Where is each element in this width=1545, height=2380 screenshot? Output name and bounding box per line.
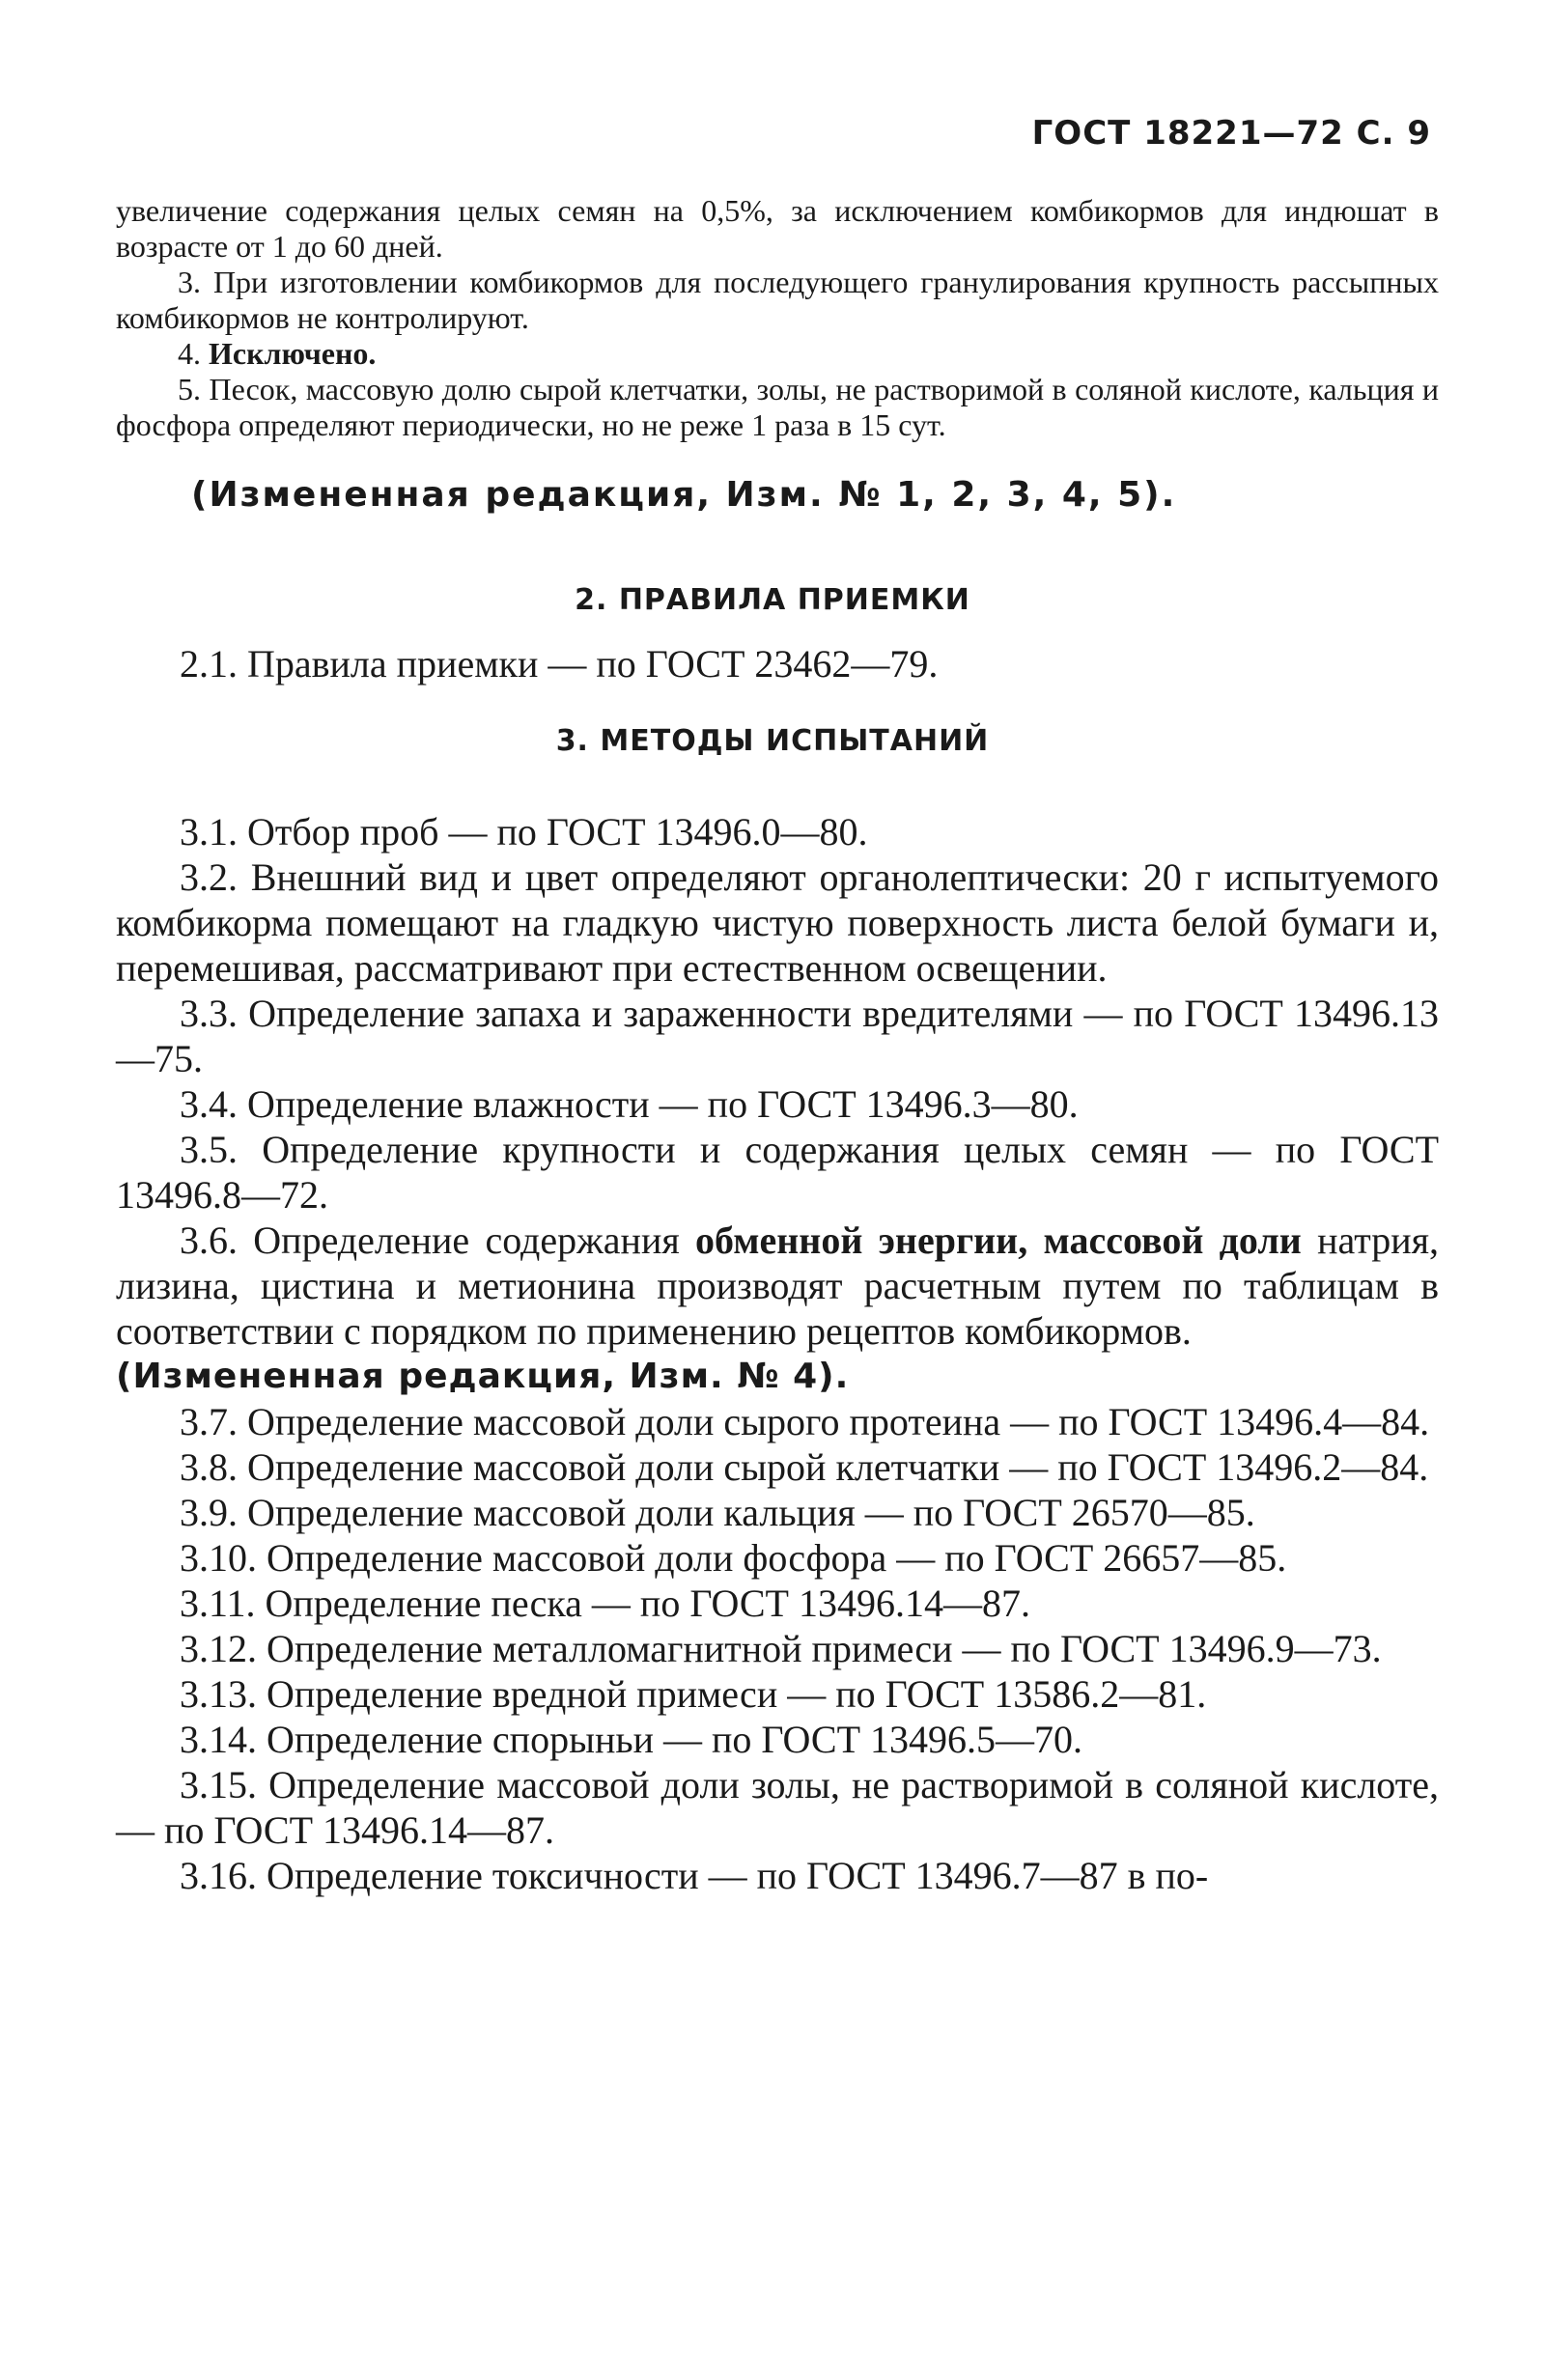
paragraph-3-5: 3.5. Определение крупности и содержания целых семян — по ГОСТ 13496.8—72. <box>116 1128 1439 1217</box>
section-3-body <box>116 809 1439 1898</box>
paragraph-3-9: 3.9. Определение массовой доли кальция — по ГОСТ 26570—85. <box>180 1491 1255 1534</box>
amendment-notes: (Измененная редакция, Изм. № 1, 2, 3, 4, 5). <box>191 475 1177 515</box>
page-header: ГОСТ 18221—72 С. 9 <box>1031 114 1431 153</box>
note-2-continuation: увеличение содержания целых семян на 0,5%, за исключением комбикормов для индюшат в возрасте от 1 до 60 дней. <box>116 193 1439 264</box>
paragraph-3-15: 3.15. Определение массовой доли золы, не растворимой в соляной кислоте, — по ГОСТ 13496.14—87. <box>116 1763 1439 1852</box>
paragraph-3-3: 3.3. Определение запаха и зараженности вредителями — по ГОСТ 13496.13—75. <box>116 992 1439 1080</box>
paragraph-2-1: 2.1. Правила приемки — по ГОСТ 23462—79. <box>180 642 939 686</box>
section-3-title: 3. МЕТОДЫ ИСПЫТАНИЙ <box>555 724 990 758</box>
paragraph-3-12: 3.12. Определение металломагнитной примеси — по ГОСТ 13496.9—73. <box>180 1627 1382 1670</box>
note-4-text: Исключено. <box>209 336 377 371</box>
paragraph-3-7: 3.7. Определение массовой доли сырого протеина — по ГОСТ 13496.4—84. <box>180 1400 1430 1443</box>
paragraph-3-13: 3.13. Определение вредной примеси — по ГОСТ 13586.2—81. <box>180 1672 1207 1716</box>
paragraph-3-14: 3.14. Определение спорыньи — по ГОСТ 13496.5—70. <box>180 1718 1083 1761</box>
paragraph-3-6-start: 3.6. Определение содержания <box>180 1218 696 1262</box>
amendment-section-3: (Измененная редакция, Изм. № 4). <box>116 1357 850 1396</box>
paragraph-3-16: 3.16. Определение токсичности — по ГОСТ 13496.7—87 в по- <box>180 1854 1209 1897</box>
note-5: 5. Песок, массовую долю сырой клетчатки, золы, не растворимой в соляной кислоте, кальция и фосфора определяют периодически, но не реже 1 раза в 15 сут. <box>116 372 1439 442</box>
paragraph-3-11: 3.11. Определение песка — по ГОСТ 13496.14—87. <box>180 1582 1030 1625</box>
paragraph-3-6 <box>116 1218 1439 1354</box>
paragraph-3-8: 3.8. Определение массовой доли сырой клетчатки — по ГОСТ 13496.2—84. <box>180 1445 1429 1489</box>
paragraph-3-2: 3.2. Внешний вид и цвет определяют органолептически: 20 г испытуемого комбикорма помещают на гладкую чистую поверхность листа белой бумаги и, перемешивая, рассматривают при естественном освещении. <box>116 855 1439 990</box>
paragraph-3-10: 3.10. Определение массовой доли фосфора — по ГОСТ 26657—85. <box>180 1536 1287 1580</box>
paragraph-3-4: 3.4. Определение влажности — по ГОСТ 13496.3—80. <box>180 1082 1079 1126</box>
note-4-number: 4. <box>178 336 201 371</box>
paragraph-3-6-end: натрия, лизина, цистина и метионина производят расчетным путем по таблицам в соответствии с порядком по применению рецептов комбикормов. <box>116 1218 1439 1353</box>
note-4 <box>116 336 1439 372</box>
paragraph-3-1: 3.1. Отбор проб — по ГОСТ 13496.0—80. <box>180 810 868 854</box>
notes-block <box>116 193 1439 443</box>
section-2-title: 2. ПРАВИЛА ПРИЕМКИ <box>575 583 970 617</box>
note-3: 3. При изготовлении комбикормов для последующего гранулирования крупность рассыпных комбикормов не контролируют. <box>116 265 1439 335</box>
section-2-body <box>116 641 1439 686</box>
paragraph-3-6-bold: обменной энергии, массовой доли <box>695 1218 1302 1262</box>
